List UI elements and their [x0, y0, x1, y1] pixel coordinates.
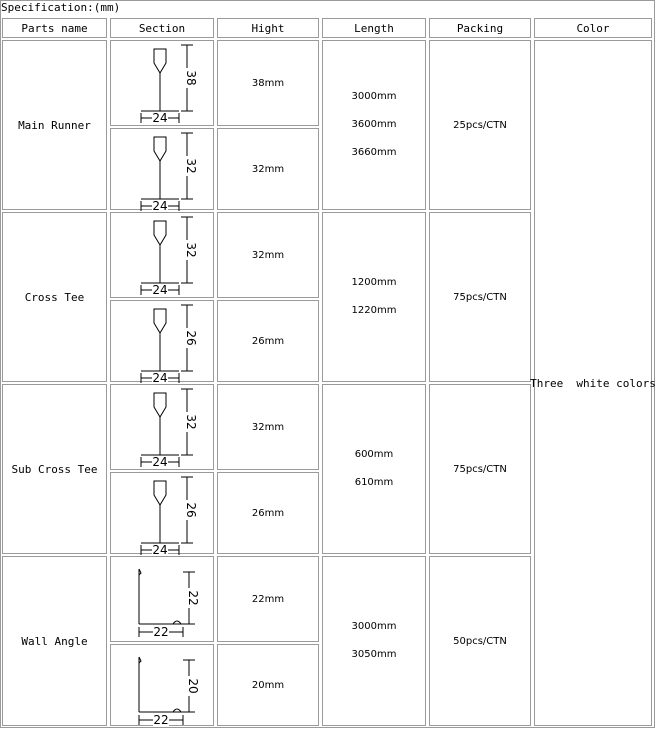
header-label: Parts name — [21, 21, 88, 35]
parts-name: Main Runner — [18, 118, 91, 132]
tee-bulb — [154, 481, 166, 505]
hight-cell — [217, 300, 319, 382]
length-value: 3000mm — [351, 91, 397, 102]
header-label: Color — [576, 21, 610, 35]
header-label: Length — [354, 21, 394, 35]
section-cell — [110, 128, 214, 213]
section-diagram — [111, 385, 213, 471]
section-height-label: 32 — [184, 414, 198, 430]
length-value: 3000mm — [351, 621, 397, 632]
header-cell — [110, 18, 214, 38]
length-value: 3600mm — [351, 119, 397, 130]
section-cell — [110, 40, 214, 126]
hight-value: 22mm — [251, 593, 285, 605]
hight-value: 32mm — [251, 163, 285, 175]
parts-name-cell — [2, 556, 107, 726]
header-label: Section — [138, 21, 186, 35]
hight-cell — [217, 556, 319, 642]
hight-cell — [217, 128, 319, 210]
section-width-label: 22 — [153, 713, 169, 727]
section-diagram — [111, 473, 213, 559]
section-diagram — [111, 645, 213, 731]
header-cell — [217, 18, 319, 38]
color-value: Three white colors — [530, 376, 656, 390]
packing-cell — [429, 212, 531, 382]
length-list — [355, 441, 394, 497]
header-cell — [2, 18, 107, 38]
length-list — [352, 83, 397, 167]
section-height-label: 32 — [184, 242, 198, 258]
section-cell — [110, 300, 214, 385]
section-height-label: 26 — [184, 330, 198, 346]
length-cell — [322, 212, 426, 382]
section-width-label: 24 — [152, 199, 168, 213]
section-diagram — [111, 213, 213, 299]
hight-value: 38mm — [251, 77, 285, 89]
packing-value: 75pcs/CTN — [453, 463, 507, 475]
parts-name: Sub Cross Tee — [11, 462, 98, 476]
length-cell — [322, 40, 426, 210]
section-cell — [110, 472, 214, 557]
hight-value: 32mm — [251, 249, 285, 261]
length-list — [352, 269, 397, 325]
section-height-label: 22 — [186, 590, 200, 606]
section-width-label: 24 — [152, 371, 168, 385]
length-value: 3050mm — [351, 649, 397, 660]
color-cell — [530, 40, 656, 726]
hight-value: 20mm — [251, 679, 285, 691]
tee-bulb — [154, 221, 166, 245]
length-value: 3660mm — [351, 147, 397, 158]
section-cell — [110, 556, 214, 642]
section-width-label: 24 — [152, 111, 168, 125]
section-diagram — [111, 557, 213, 643]
parts-name-cell — [2, 212, 107, 382]
packing-cell — [429, 384, 531, 554]
hight-value: 26mm — [251, 335, 285, 347]
hight-cell — [217, 472, 319, 554]
section-diagram — [111, 301, 213, 387]
packing-value: 50pcs/CTN — [453, 635, 507, 647]
section-cell — [110, 384, 214, 470]
tee-bulb — [154, 393, 166, 417]
section-cell — [110, 644, 214, 726]
parts-name-cell — [2, 40, 107, 210]
section-width-label: 24 — [152, 543, 168, 557]
hight-value: 26mm — [251, 507, 285, 519]
header-label: Packing — [456, 21, 504, 35]
section-width-label: 22 — [153, 625, 169, 639]
length-value: 1200mm — [351, 277, 397, 288]
parts-name: Wall Angle — [21, 634, 88, 648]
packing-value: 75pcs/CTN — [453, 291, 507, 303]
header-cell — [322, 18, 426, 38]
tee-bulb — [154, 49, 166, 73]
section-height-label: 26 — [184, 502, 198, 518]
header-cell — [534, 18, 652, 38]
tee-bulb — [154, 309, 166, 333]
packing-value: 25pcs/CTN — [453, 119, 507, 131]
parts-name-cell — [2, 384, 107, 554]
packing-cell — [429, 556, 531, 726]
section-diagram — [111, 41, 213, 127]
hight-value: 32mm — [251, 421, 285, 433]
parts-name: Cross Tee — [24, 290, 85, 304]
spec-label: Specification:(mm) — [1, 1, 121, 14]
length-cell — [322, 384, 426, 554]
length-value: 600mm — [354, 449, 394, 460]
header-label: Hight — [251, 21, 285, 35]
length-value: 1220mm — [351, 305, 397, 316]
packing-cell — [429, 40, 531, 210]
header-cell — [429, 18, 531, 38]
length-list — [352, 613, 397, 669]
section-height-label: 20 — [186, 678, 200, 694]
section-height-label: 32 — [184, 158, 198, 174]
length-value: 610mm — [354, 477, 394, 488]
hight-cell — [217, 644, 319, 726]
length-cell — [322, 556, 426, 726]
section-width-label: 24 — [152, 283, 168, 297]
section-cell — [110, 212, 214, 298]
hight-cell — [217, 212, 319, 298]
hight-cell — [217, 384, 319, 470]
section-width-label: 24 — [152, 455, 168, 469]
section-diagram — [111, 129, 213, 215]
section-height-label: 38 — [184, 70, 198, 86]
hight-cell — [217, 40, 319, 126]
tee-bulb — [154, 137, 166, 161]
